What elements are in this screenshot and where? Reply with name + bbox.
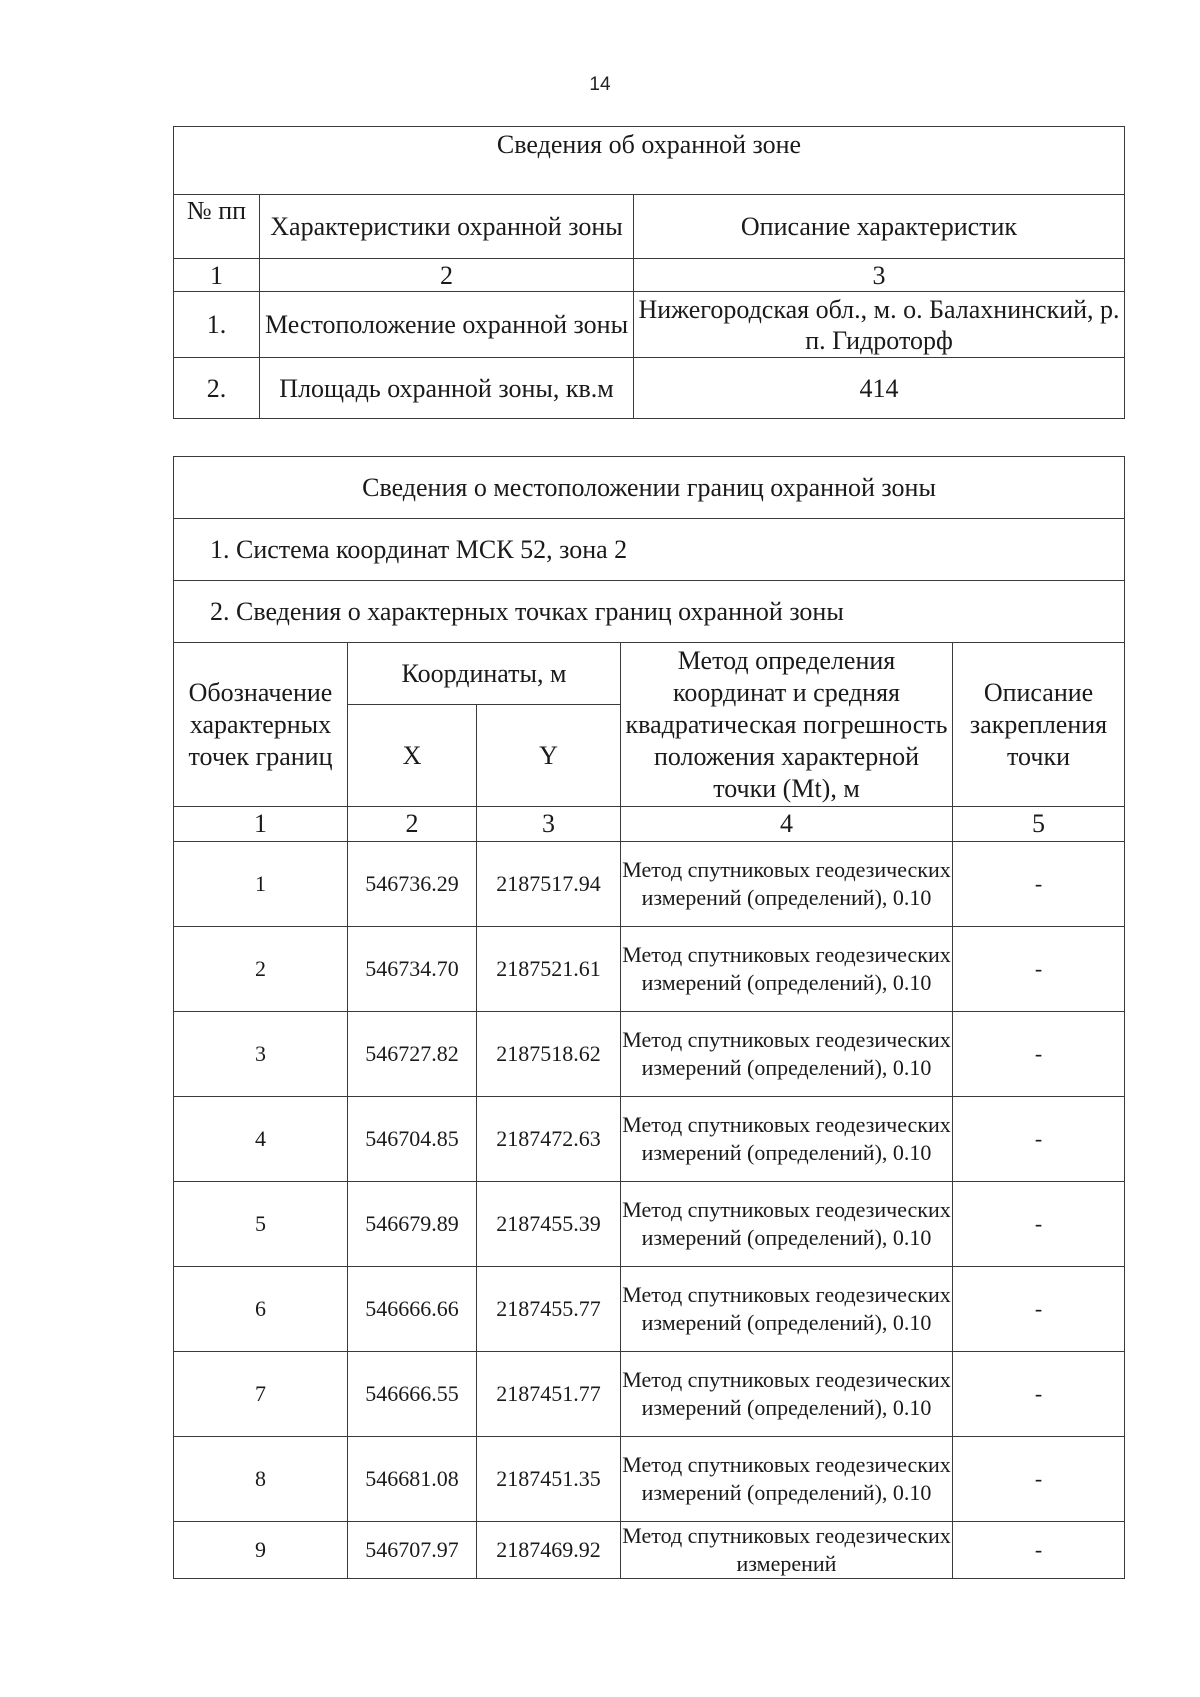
point-id: 4 xyxy=(174,1097,348,1182)
row-number: 2. xyxy=(174,358,260,419)
point-x: 546707.97 xyxy=(348,1522,477,1579)
point-method: Метод спутниковых геодезических измерений (определений), 0.10 xyxy=(621,1267,953,1352)
point-x: 546666.66 xyxy=(348,1267,477,1352)
point-fixing: - xyxy=(953,842,1125,927)
point-x: 546681.08 xyxy=(348,1437,477,1522)
point-y: 2187451.77 xyxy=(477,1352,621,1437)
point-id: 6 xyxy=(174,1267,348,1352)
table-row xyxy=(174,1097,1125,1182)
column-number: 3 xyxy=(477,807,621,842)
table-row xyxy=(174,1352,1125,1437)
header-x: X xyxy=(348,705,477,807)
point-fixing: - xyxy=(953,1522,1125,1579)
point-id: 1 xyxy=(174,842,348,927)
characteristic-name: Местоположение охранной зоны xyxy=(260,292,634,358)
point-fixing: - xyxy=(953,927,1125,1012)
boundary-points-table xyxy=(173,456,1125,1579)
point-x: 546679.89 xyxy=(348,1182,477,1267)
table-row xyxy=(174,927,1125,1012)
point-fixing: - xyxy=(953,1437,1125,1522)
table-row xyxy=(174,1437,1125,1522)
point-x: 546666.55 xyxy=(348,1352,477,1437)
point-y: 2187469.92 xyxy=(477,1522,621,1579)
point-method: Метод спутниковых геодезических измерений (определений), 0.10 xyxy=(621,1097,953,1182)
point-method: Метод спутниковых геодезических измерений (определений), 0.10 xyxy=(621,842,953,927)
column-number: 1 xyxy=(174,259,260,292)
point-y: 2187517.94 xyxy=(477,842,621,927)
point-y: 2187451.35 xyxy=(477,1437,621,1522)
zone-info-table xyxy=(173,126,1125,419)
point-fixing: - xyxy=(953,1267,1125,1352)
point-method: Метод спутниковых геодезических измерений (определений), 0.10 xyxy=(621,1437,953,1522)
page-number: 14 xyxy=(589,74,611,95)
table-row xyxy=(174,1267,1125,1352)
header-fixing: Описание закрепления точки xyxy=(953,643,1125,807)
point-x: 546704.85 xyxy=(348,1097,477,1182)
point-id: 5 xyxy=(174,1182,348,1267)
point-fixing: - xyxy=(953,1352,1125,1437)
point-fixing: - xyxy=(953,1182,1125,1267)
column-number: 2 xyxy=(260,259,634,292)
point-method: Метод спутниковых геодезических измерений (определений), 0.10 xyxy=(621,1012,953,1097)
boundaries-title: Сведения о местоположении границ охранной зоны xyxy=(174,457,1125,519)
column-number: 3 xyxy=(634,259,1125,292)
point-method: Метод спутниковых геодезических измерений (определений), 0.10 xyxy=(621,1352,953,1437)
table-row xyxy=(174,292,1125,358)
point-y: 2187472.63 xyxy=(477,1097,621,1182)
point-x: 546727.82 xyxy=(348,1012,477,1097)
coordinate-system: 1. Система координат МСК 52, зона 2 xyxy=(174,519,1125,581)
point-fixing: - xyxy=(953,1012,1125,1097)
table-row xyxy=(174,1522,1125,1579)
header-characteristics: Характеристики охранной зоны xyxy=(260,195,634,259)
header-y: Y xyxy=(477,705,621,807)
column-number: 4 xyxy=(621,807,953,842)
point-y: 2187518.62 xyxy=(477,1012,621,1097)
table-row xyxy=(174,1182,1125,1267)
row-number: 1. xyxy=(174,292,260,358)
point-y: 2187521.61 xyxy=(477,927,621,1012)
characteristic-name: Площадь охранной зоны, кв.м xyxy=(260,358,634,419)
point-method: Метод спутниковых геодезических измерений (определений), 0.10 xyxy=(621,927,953,1012)
header-number: № пп xyxy=(174,195,260,259)
point-id: 3 xyxy=(174,1012,348,1097)
point-y: 2187455.77 xyxy=(477,1267,621,1352)
table-row xyxy=(174,1012,1125,1097)
header-designation: Обозначение характерных точек границ xyxy=(174,643,348,807)
point-x: 546734.70 xyxy=(348,927,477,1012)
characteristic-value: Нижегородская обл., м. о. Балахнинский, р. п. Гидроторф xyxy=(634,292,1125,358)
column-number: 1 xyxy=(174,807,348,842)
column-number: 5 xyxy=(953,807,1125,842)
table-row xyxy=(174,842,1125,927)
header-method: Метод определения координат и средняя квадратическая погрешность положения характерной точки (Mt), м xyxy=(621,643,953,807)
header-description: Описание характеристик xyxy=(634,195,1125,259)
header-coordinates: Координаты, м xyxy=(348,643,621,705)
point-id: 9 xyxy=(174,1522,348,1579)
point-method: Метод спутниковых геодезических измерений (определений), 0.10 xyxy=(621,1182,953,1267)
point-id: 7 xyxy=(174,1352,348,1437)
point-method: Метод спутниковых геодезических измерений xyxy=(621,1522,953,1579)
characteristic-value: 414 xyxy=(634,358,1125,419)
point-x: 546736.29 xyxy=(348,842,477,927)
point-fixing: - xyxy=(953,1097,1125,1182)
point-id: 8 xyxy=(174,1437,348,1522)
point-y: 2187455.39 xyxy=(477,1182,621,1267)
table-row xyxy=(174,358,1125,419)
column-number: 2 xyxy=(348,807,477,842)
point-id: 2 xyxy=(174,927,348,1012)
zone-info-title: Сведения об охранной зоне xyxy=(174,127,1125,195)
points-title: 2. Сведения о характерных точках границ охранной зоны xyxy=(174,581,1125,643)
